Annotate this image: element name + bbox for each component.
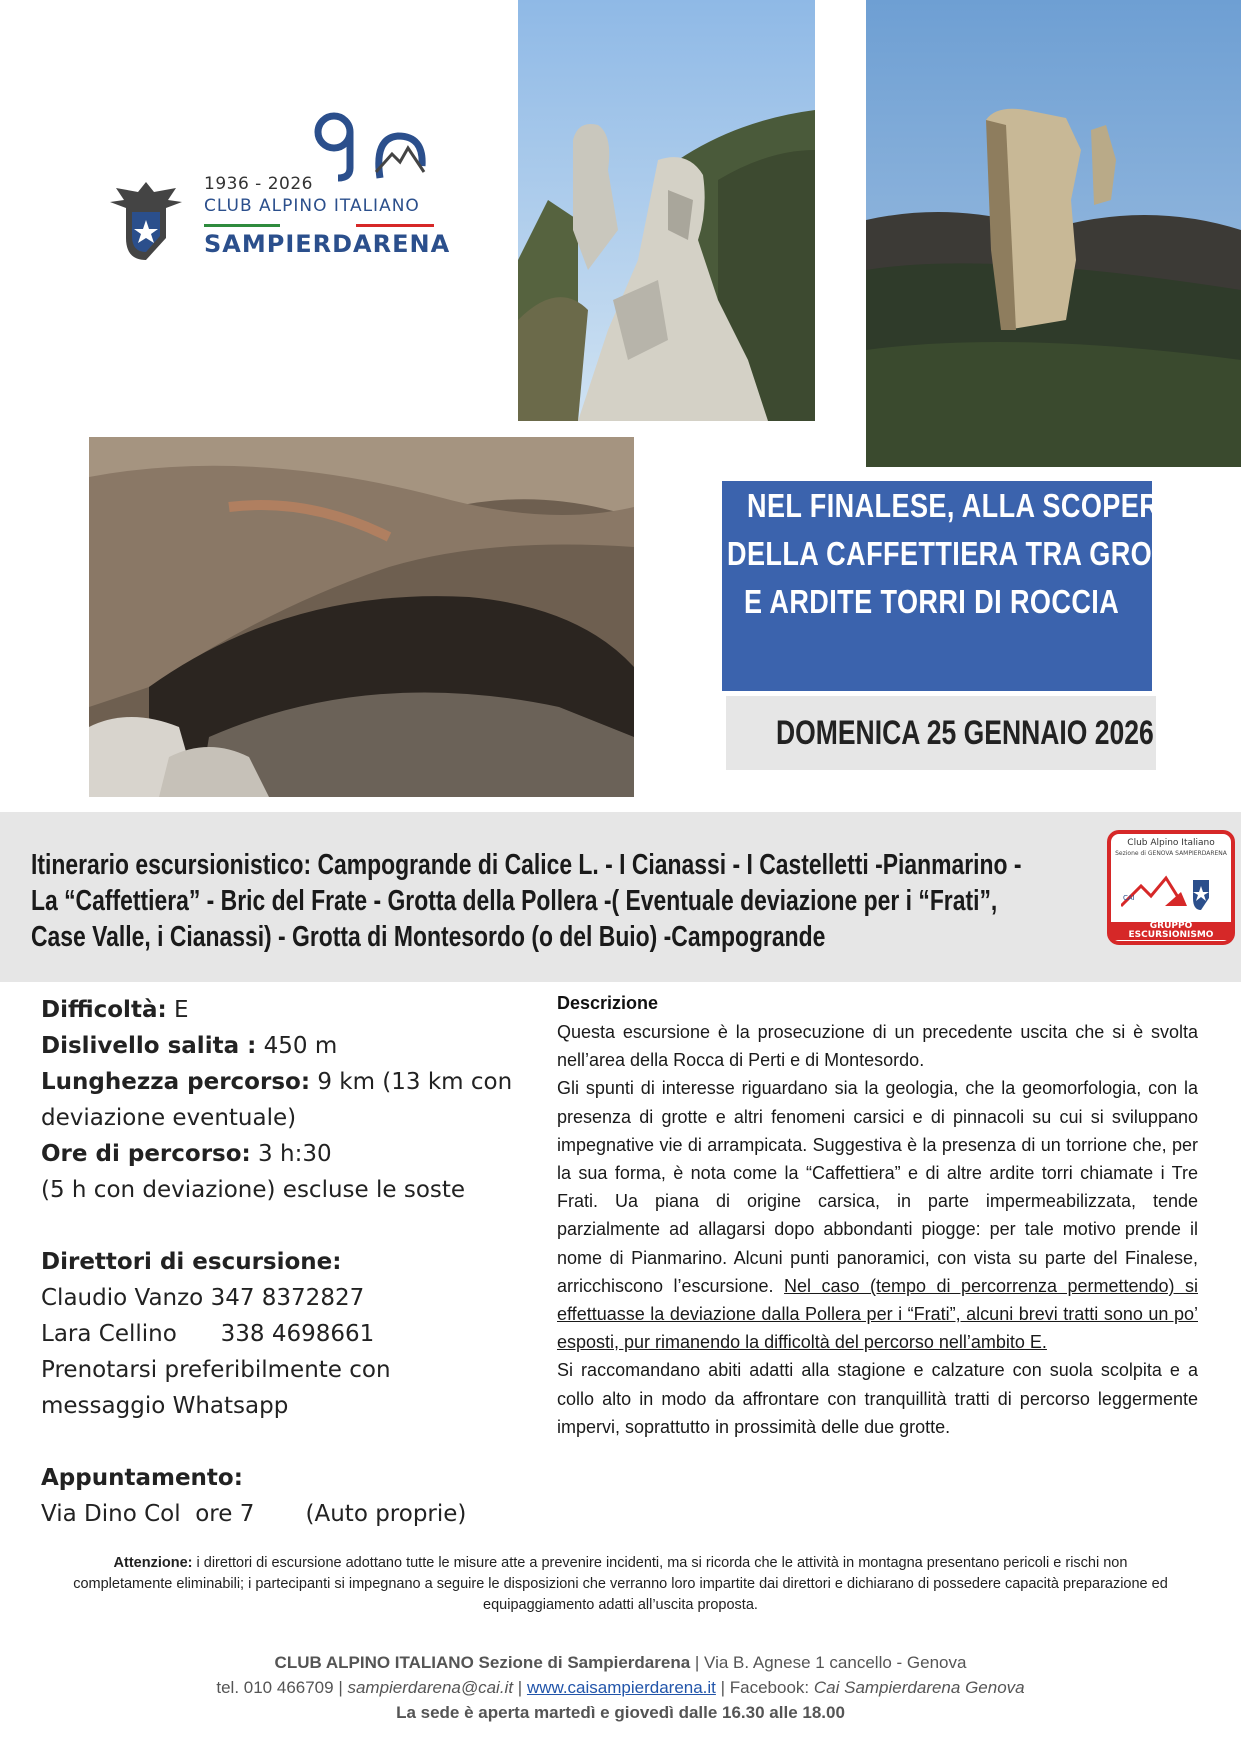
event-title-line-2: DELLA CAFFETTIERA TRA GROTTE xyxy=(727,535,1205,572)
footer-org: CLUB ALPINO ITALIANO Sezione di Sampierdarena xyxy=(274,1653,691,1672)
badge-section: Sezione di GENOVA SAMPIERDARENA xyxy=(1115,850,1227,857)
difficulty-row xyxy=(41,992,511,1028)
footer-address: | Via B. Agnese 1 cancello - Genova xyxy=(690,1653,967,1672)
hours-value: 3 h:30 xyxy=(250,1141,332,1167)
climb-value: 450 m xyxy=(256,1033,338,1059)
footer-tel: tel. 010 466709 | xyxy=(216,1678,348,1697)
footer-website-link[interactable]: www.caisampierdarena.it xyxy=(526,1678,716,1697)
footer-facebook-label: | Facebook: xyxy=(715,1678,814,1697)
photo-rock-pinnacles xyxy=(518,0,815,421)
event-date: DOMENICA 25 GENNAIO 2026 xyxy=(776,714,1154,752)
badge-mountain-icon xyxy=(1121,866,1221,918)
attention-disclaimer xyxy=(70,1553,1171,1616)
footer-line-2 xyxy=(60,1675,1181,1700)
climb-label: Dislivello salita : xyxy=(41,1033,257,1059)
event-details xyxy=(41,992,511,1532)
escursionismo-badge xyxy=(1107,830,1235,945)
cai-90-logo xyxy=(100,108,451,268)
length-continuation: deviazione eventuale) xyxy=(41,1105,297,1131)
badge-group: GRUPPO ESCURSIONISMO xyxy=(1111,922,1231,940)
event-date-box xyxy=(726,696,1156,770)
meeting-value: Via Dino Col ore 7 (Auto proprie) xyxy=(41,1501,467,1527)
hours-label: Ore di percorso: xyxy=(41,1141,251,1167)
description-title: Descrizione xyxy=(557,993,659,1013)
description-paragraph-2-main: Gli spunti di interesse riguardano sia la geologia, che la geomorfologia, con la presenza di grotte e altri fenomeni carsici e di pinnacoli su cui si sviluppano impegnative vie di arrampicata. Suggestiva è la presenza di un torrione che, per la sua forma, è nota come la “Caffettiera” e di altre ardite torri chiamate i Tre Frati. Ua piana di origine carsica, in parte impermeabilizzata, tende parzialmente ad allagarsi dopo abbondanti piogge: per tale motivo prende il nome di Pianmarino. Alcuni punti panoramici, con vista su parte del Finalese, arricchiscono l’escursione. xyxy=(557,1078,1198,1296)
footer-facebook: Cai Sampierdarena Genova xyxy=(813,1678,1025,1697)
difficulty-label: Difficoltà: xyxy=(41,997,167,1023)
footer-email[interactable]: sampierdarena@cai.it xyxy=(347,1678,514,1697)
cai-emblem-icon xyxy=(106,178,186,264)
description-text xyxy=(557,1018,1198,1441)
meeting-label: Appuntamento: xyxy=(41,1465,243,1491)
climb-row xyxy=(41,1028,511,1064)
length-value: 9 km (13 km con xyxy=(310,1069,513,1095)
photo-cave xyxy=(89,437,634,797)
logo-city: SAMPIERDARENA xyxy=(204,230,451,258)
ninety-anniversary-icon xyxy=(310,108,440,188)
footer xyxy=(60,1650,1181,1725)
event-title-line-1: NEL FINALESE, ALLA SCOPERTA xyxy=(747,487,1195,524)
itinerary-band xyxy=(0,812,1241,982)
difficulty-value: E xyxy=(166,997,189,1023)
length-label: Lunghezza percorso: xyxy=(41,1069,311,1095)
directors-label: Direttori di escursione: xyxy=(41,1249,342,1275)
event-title-line-3: E ARDITE TORRI DI ROCCIA xyxy=(744,583,1120,620)
footer-line-1 xyxy=(60,1650,1181,1675)
booking-line-1: Prenotarsi preferibilmente con xyxy=(41,1357,391,1383)
footer-hours: La sede è aperta martedì e giovedì dalle 16.30 alle 18.00 xyxy=(396,1703,845,1722)
description-paragraph-2 xyxy=(557,1074,1198,1356)
photo-caffettiera-tower xyxy=(866,0,1241,467)
description-paragraph-1: Questa escursione è la prosecuzione di un precedente uscita che si è svolta nell’area della Rocca di Perti e di Montesordo. xyxy=(557,1022,1198,1071)
badge-org: Club Alpino Italiano xyxy=(1127,838,1215,848)
logo-org-name: CLUB ALPINO ITALIANO xyxy=(204,196,420,216)
booking-line-2: messaggio Whatsapp xyxy=(41,1393,289,1419)
badge-cai-text: CAI xyxy=(1123,894,1135,902)
italian-flag-stripe xyxy=(204,224,434,227)
logo-years: 1936 - 2026 xyxy=(204,174,313,194)
itinerary-line-2: La “Caffettiera” - Bric del Frate - Grotta della Pollera -( Eventuale deviazione per i “Frati”, xyxy=(31,885,998,917)
footer-separator: | xyxy=(513,1678,527,1697)
hours-continuation: (5 h con deviazione) escluse le soste xyxy=(41,1177,466,1203)
director-1: Claudio Vanzo 347 8372827 xyxy=(41,1285,365,1311)
itinerary-line-3: Case Valle, i Cianassi) - Grotta di Montesordo (o del Buio) -Campogrande xyxy=(31,921,826,953)
description-paragraph-3: Si raccomandano abiti adatti alla stagione e calzature con suola scolpita e a collo alto in modo da affrontare con tranquillità tratti di percorso leggermente impervi, soprattutto in prossimità delle due grotte. xyxy=(557,1360,1198,1437)
length-row xyxy=(41,1064,511,1100)
attention-label: Attenzione: xyxy=(113,1555,193,1571)
description-deviation-note: Nel caso (tempo di percorrenza permettendo) si effettuasse la deviazione dalla Pollera per i “Frati”, alcuni brevi tratti sono un po’ esposti, pur rimanendo la difficoltà del percorso nell’ambito E. xyxy=(557,1275,1198,1353)
itinerary-line-1: Itinerario escursionistico: Campogrande di Calice L. - I Cianassi - I Castelletti -Pianmarino - xyxy=(31,849,1022,881)
hours-row xyxy=(41,1136,511,1172)
attention-text: i direttori di escursione adottano tutte le misure atte a prevenire incidenti, ma si ricorda che le attività in montagna presentano pericoli e rischi non completamente eliminabili; i partecipanti si impegnano a seguire le disposizioni che verranno loro impartite dai direttori e dichiarano di possedere capacità preparazione ed equipaggiamento adatti all’uscita proposta. xyxy=(73,1555,1168,1613)
director-2: Lara Cellino 338 4698661 xyxy=(41,1321,375,1347)
event-title-box xyxy=(722,481,1205,691)
